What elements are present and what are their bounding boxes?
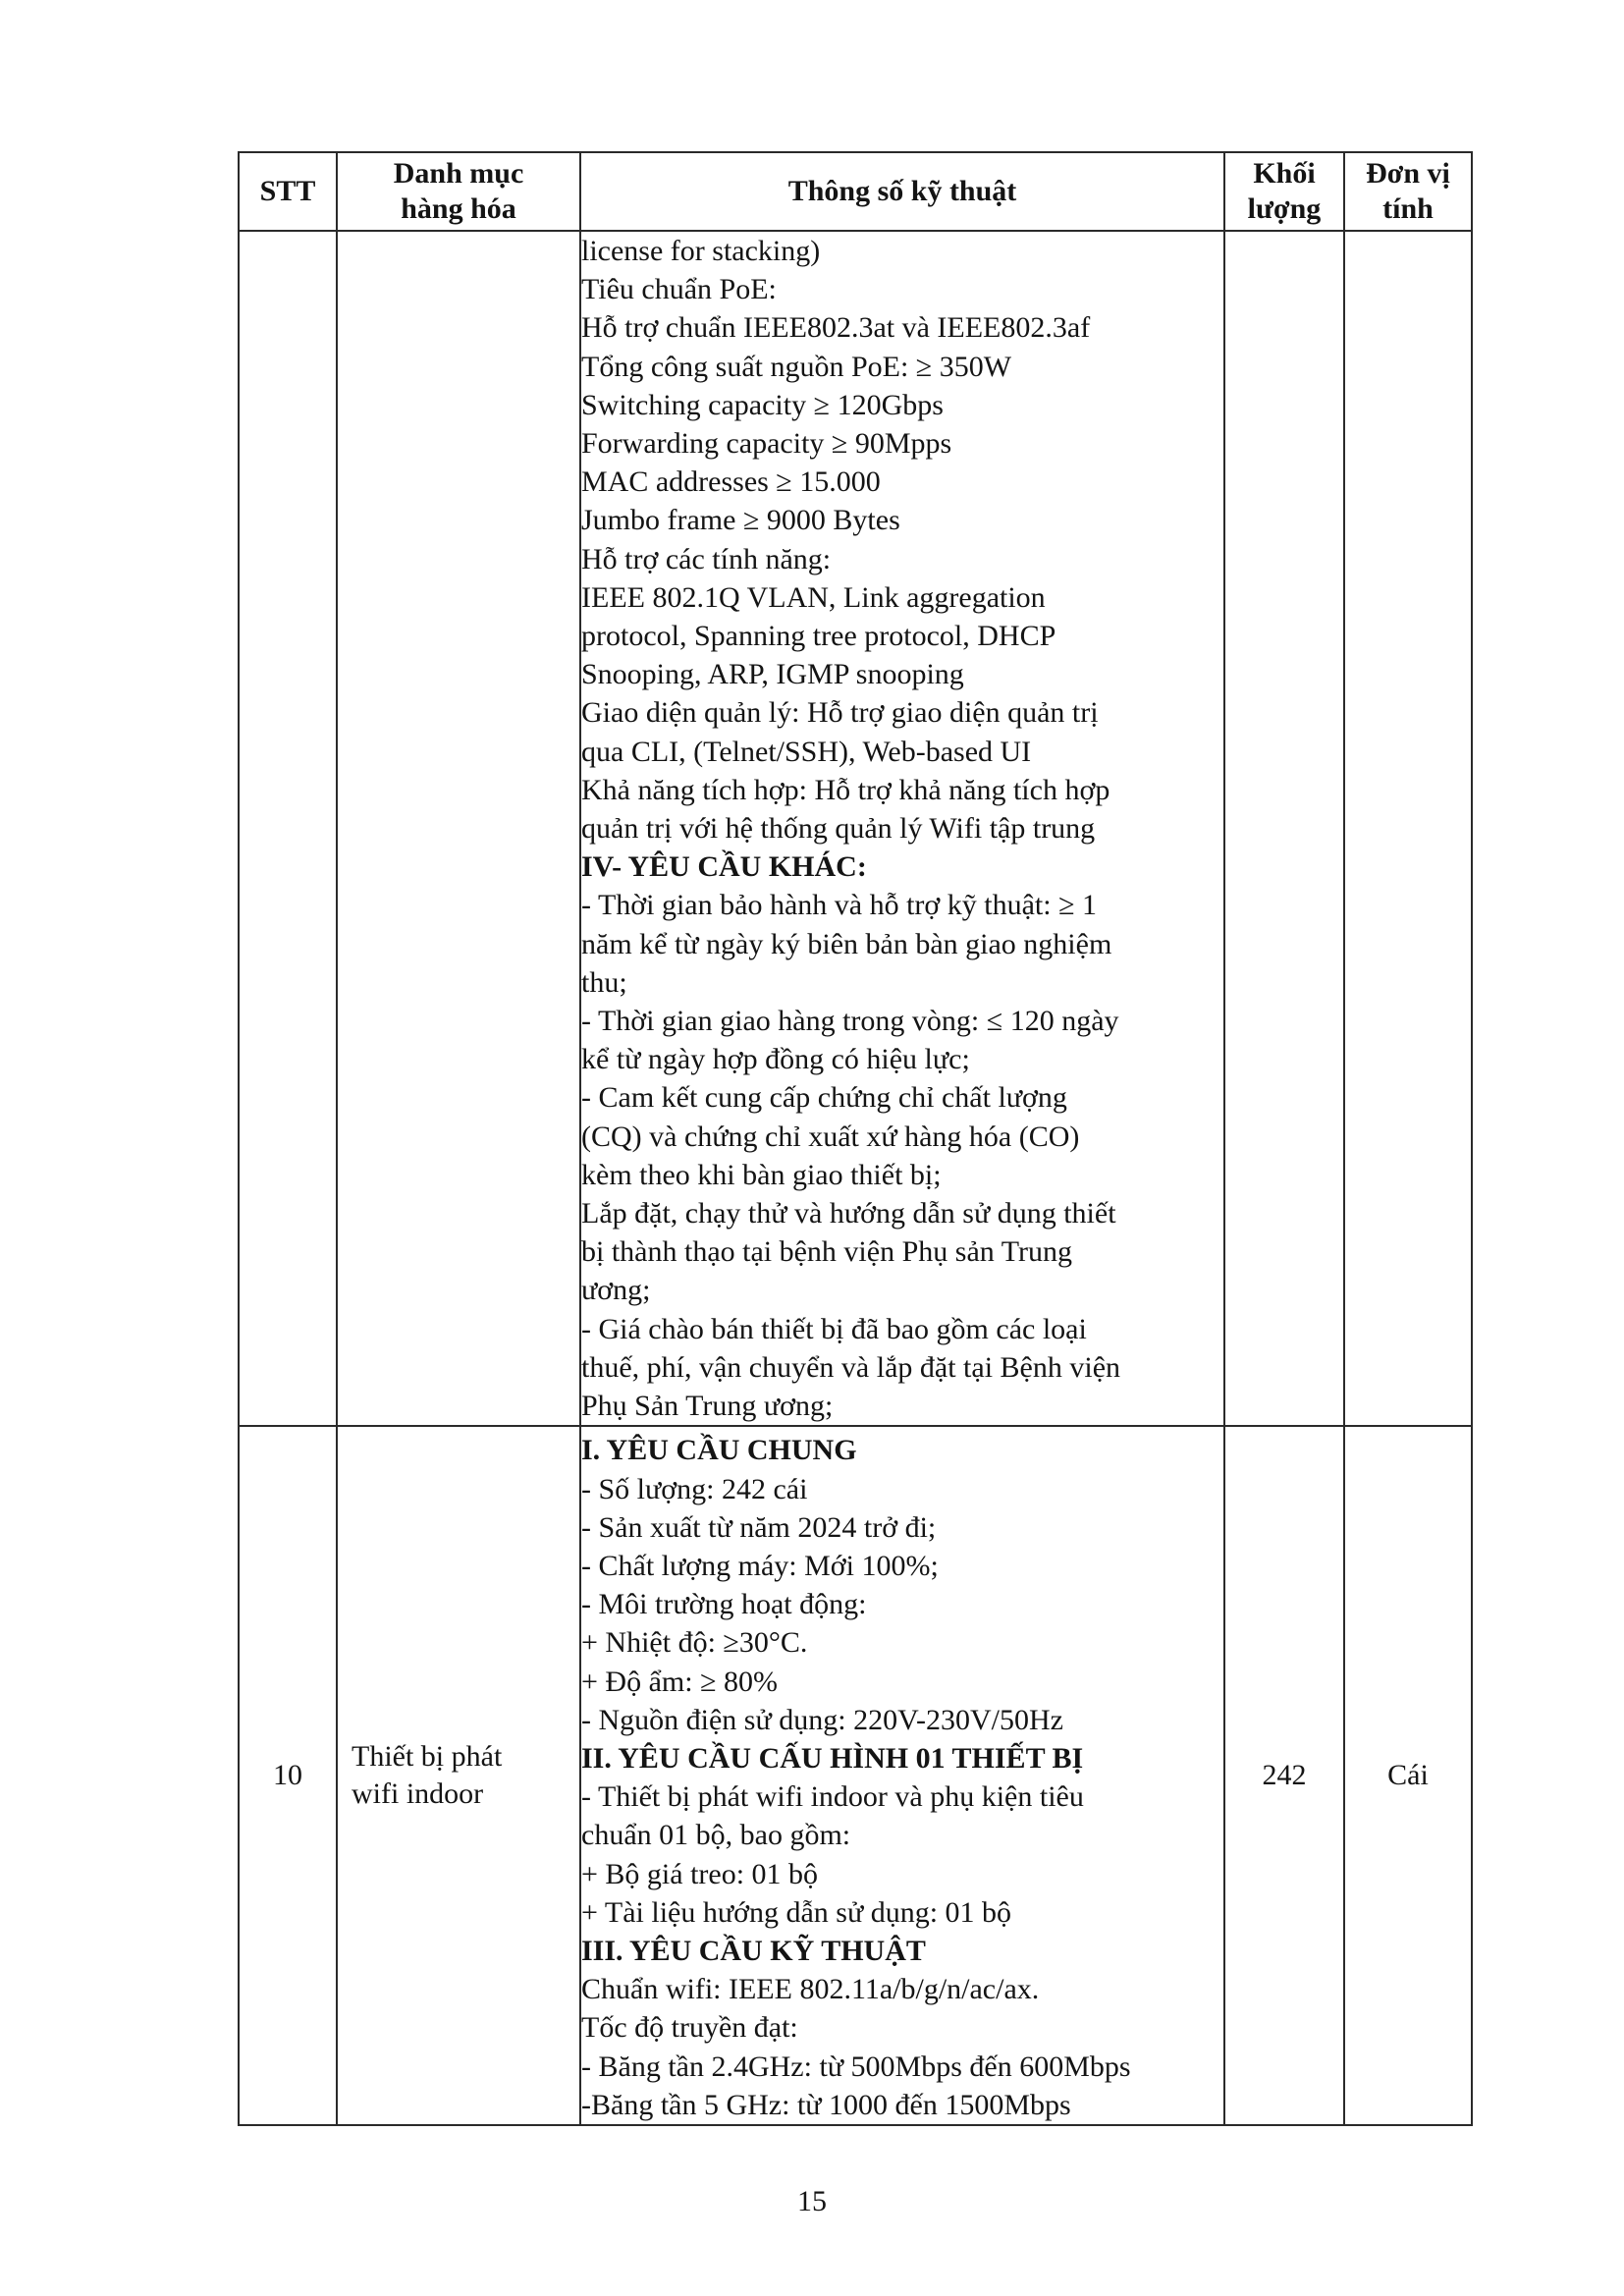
spec-line: (CQ) và chứng chỉ xuất xứ hàng hóa (CO) [581, 1120, 1080, 1153]
spec-line: + Tài liệu hướng dẫn sử dụng: 01 bộ [581, 1895, 1012, 1929]
table-row-item-10 [239, 1426, 1472, 2125]
spec-line: protocol, Spanning tree protocol, DHCP [581, 620, 1056, 653]
cell-spec-continued [580, 231, 1224, 1426]
item-name-line: wifi indoor [352, 1777, 484, 1811]
spec-line: Giao diện quản lý: Hỗ trợ giao diện quản trị [581, 696, 1099, 730]
section-heading: I. YÊU CẦU CHUNG [581, 1434, 857, 1467]
spec-line: - Nguồn điện sử dụng: 220V-230V/50Hz [581, 1703, 1063, 1736]
cell-quantity: 242 [1224, 1426, 1344, 2125]
spec-line: Lắp đặt, chạy thử và hướng dẫn sử dụng thiết [581, 1197, 1116, 1230]
header-category-line: Danh mục [393, 157, 524, 190]
spec-line: ương; [581, 1274, 651, 1307]
spec-line: Tốc độ truyền đạt: [581, 2011, 798, 2045]
spec-line: Hỗ trợ chuẩn IEEE802.3at và IEEE802.3af [581, 311, 1091, 345]
header-spec: Thông số kỹ thuật [580, 152, 1224, 231]
header-unit-line: Đơn vị [1366, 157, 1450, 190]
spec-line: - Thời gian bảo hành và hỗ trợ kỹ thuật: ≥ 1 [581, 889, 1098, 922]
spec-line: Phụ Sản Trung ương; [581, 1390, 834, 1423]
spec-line: Hỗ trợ các tính năng: [581, 542, 832, 575]
page-number: 15 [797, 2185, 827, 2217]
header-quantity-line: lượng [1247, 192, 1322, 225]
spec-line: chuẩn 01 bộ, bao gồm: [581, 1819, 851, 1852]
spec-line: Forwarding capacity ≥ 90Mpps [581, 427, 952, 461]
header-stt: STT [239, 152, 337, 231]
table-row-continued [239, 231, 1472, 1426]
spec-line: Jumbo frame ≥ 9000 Bytes [581, 504, 900, 537]
spec-line: thu; [581, 965, 627, 999]
header-quantity-line: Khối [1253, 157, 1316, 190]
table-header-row [239, 152, 1472, 231]
spec-line: Tiêu chuẩn PoE: [581, 273, 777, 306]
spec-line: quản trị với hệ thống quản lý Wifi tập trung [581, 812, 1096, 846]
cell-category-empty [337, 231, 580, 1426]
spec-line: - Thiết bị phát wifi indoor và phụ kiện tiêu [581, 1780, 1084, 1814]
cell-item-name [337, 1426, 580, 2125]
header-unit [1344, 152, 1472, 231]
spec-line: - Sản xuất từ năm 2024 trở đi; [581, 1510, 937, 1544]
spec-line: + Độ ẩm: ≥ 80% [581, 1665, 779, 1698]
spec-line: kèm theo khi bàn giao thiết bị; [581, 1158, 942, 1191]
spec-line: Tổng công suất nguồn PoE: ≥ 350W [581, 350, 1012, 383]
spec-line: - Thời gian giao hàng trong vòng: ≤ 120 ngày [581, 1005, 1119, 1038]
spec-line: MAC addresses ≥ 15.000 [581, 465, 881, 499]
cell-stt: 10 [239, 1426, 337, 2125]
spec-line: Chuẩn wifi: IEEE 802.11a/b/g/n/ac/ax. [581, 1973, 1040, 2006]
header-quantity [1224, 152, 1344, 231]
cell-stt-empty [239, 231, 337, 1426]
spec-line: Switching capacity ≥ 120Gbps [581, 388, 944, 421]
section-heading: II. YÊU CẦU CẤU HÌNH 01 THIẾT BỊ [581, 1741, 1084, 1775]
spec-line: - Cam kết cung cấp chứng chỉ chất lượng [581, 1081, 1067, 1115]
spec-line: - Môi trường hoạt động: [581, 1588, 867, 1621]
spec-line: Snooping, ARP, IGMP snooping [581, 658, 964, 691]
item-name-line: Thiết bị phát [352, 1740, 503, 1774]
spec-line: kể từ ngày hợp đồng có hiệu lực; [581, 1043, 970, 1076]
spec-line: - Giá chào bán thiết bị đã bao gồm các loại [581, 1312, 1087, 1345]
spec-line: license for stacking) [581, 235, 821, 267]
spec-line: - Số lượng: 242 cái [581, 1472, 808, 1505]
header-unit-line: tính [1382, 192, 1434, 225]
spec-line: Khả năng tích hợp: Hỗ trợ khả năng tích hợp [581, 773, 1110, 806]
spec-line: -Băng tần 5 GHz: từ 1000 đến 1500Mbps [581, 2088, 1071, 2121]
cell-spec-item [580, 1426, 1224, 2125]
spec-line: năm kể từ ngày ký biên bản bàn giao nghiệm [581, 927, 1112, 960]
header-category [337, 152, 580, 231]
header-category-line: hàng hóa [401, 192, 516, 225]
section-heading: IV- YÊU CẦU KHÁC: [581, 850, 867, 884]
cell-unit-empty [1344, 231, 1472, 1426]
cell-unit: Cái [1344, 1426, 1472, 2125]
spec-line: IEEE 802.1Q VLAN, Link aggregation [581, 580, 1046, 614]
cell-quantity-empty [1224, 231, 1344, 1426]
spec-line: + Nhiệt độ: ≥30°C. [581, 1626, 808, 1660]
spec-line: thuế, phí, vận chuyển và lắp đặt tại Bệnh viện [581, 1350, 1121, 1384]
spec-table [238, 151, 1473, 2126]
section-heading: III. YÊU CẦU KỸ THUẬT [581, 1934, 926, 1967]
spec-line: + Bộ giá treo: 01 bộ [581, 1857, 819, 1890]
spec-line: - Chất lượng máy: Mới 100%; [581, 1549, 939, 1582]
spec-line: - Băng tần 2.4GHz: từ 500Mbps đến 600Mbps [581, 2050, 1131, 2083]
spec-line: qua CLI, (Telnet/SSH), Web-based UI [581, 735, 1032, 768]
spec-line: bị thành thạo tại bệnh viện Phụ sản Trung [581, 1235, 1072, 1269]
